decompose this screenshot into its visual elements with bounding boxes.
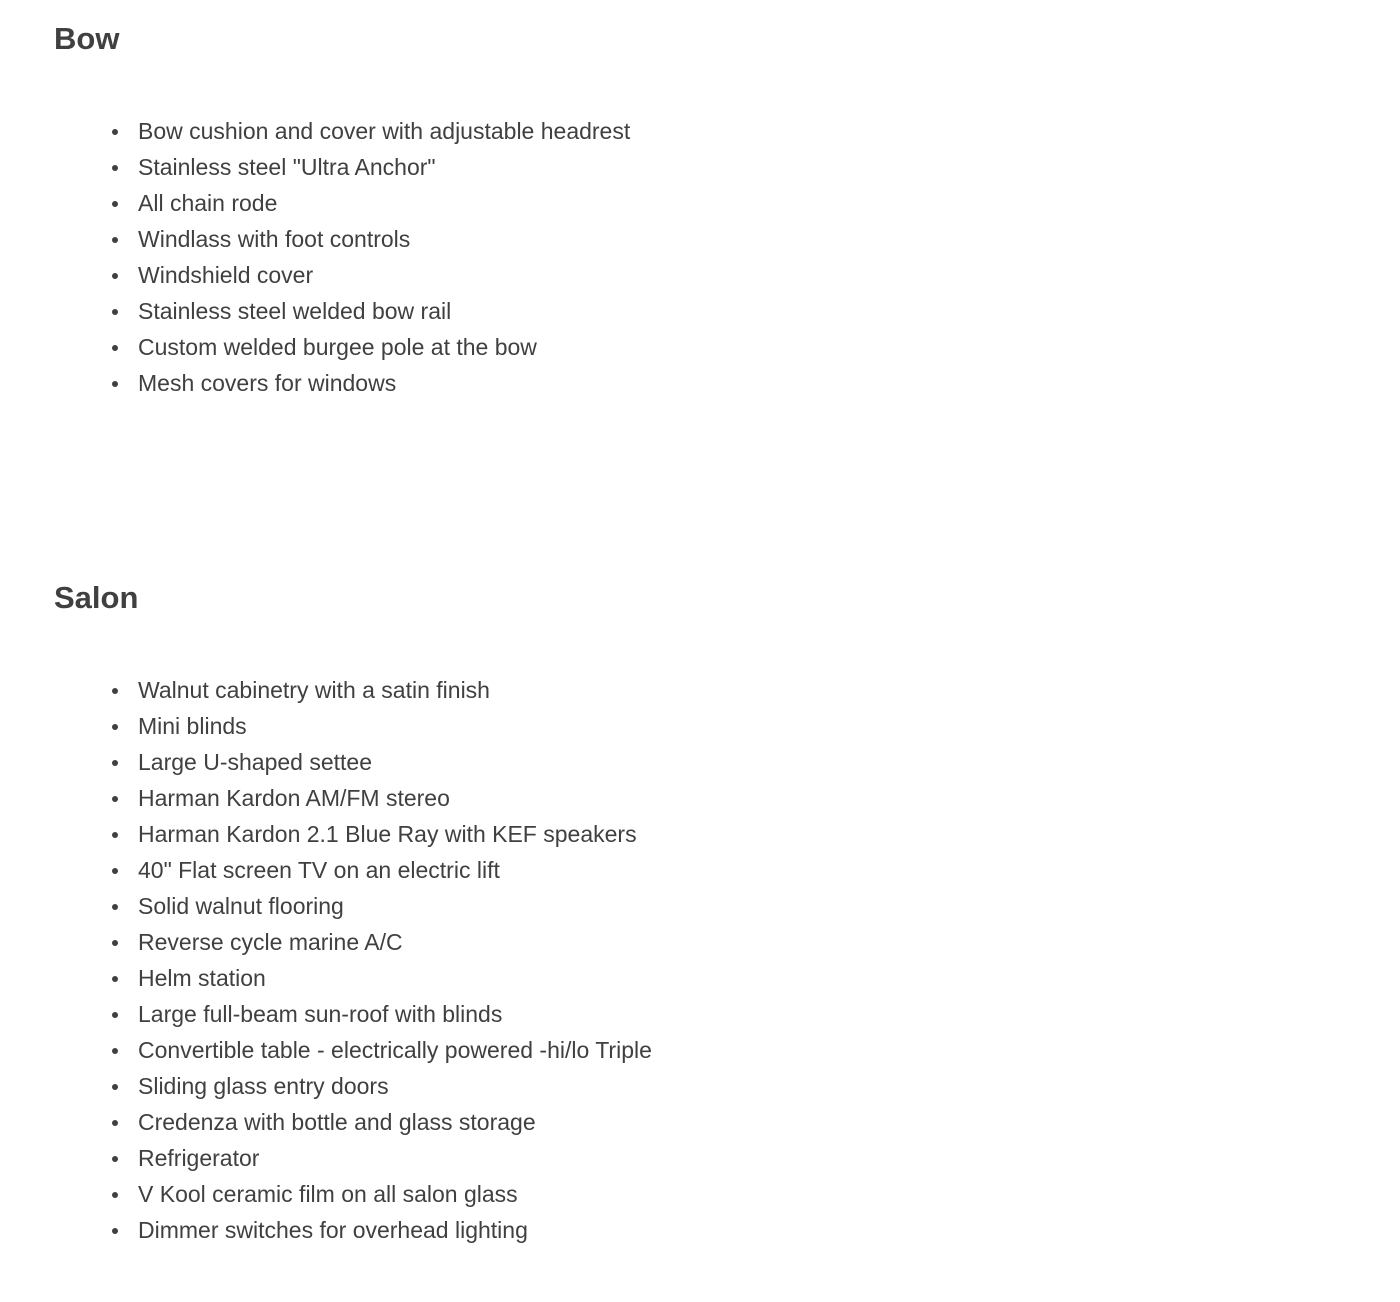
list-item: Sliding glass entry doors — [54, 1068, 652, 1104]
feature-list-bow — [54, 113, 630, 401]
list-item: Windlass with foot controls — [54, 221, 630, 257]
feature-list-salon — [54, 672, 652, 1248]
list-item: Mini blinds — [54, 708, 652, 744]
list-item: V Kool ceramic film on all salon glass — [54, 1176, 652, 1212]
section-heading-salon: Salon — [54, 580, 139, 615]
list-item: Solid walnut flooring — [54, 888, 652, 924]
list-item: Large U-shaped settee — [54, 744, 652, 780]
list-item: Walnut cabinetry with a satin finish — [54, 672, 652, 708]
list-item: Harman Kardon 2.1 Blue Ray with KEF speakers — [54, 816, 652, 852]
list-item: 40" Flat screen TV on an electric lift — [54, 852, 652, 888]
list-item: Large full-beam sun-roof with blinds — [54, 996, 652, 1032]
list-item: Reverse cycle marine A/C — [54, 924, 652, 960]
list-item: Windshield cover — [54, 257, 630, 293]
list-item: Harman Kardon AM/FM stereo — [54, 780, 652, 816]
section-salon — [54, 576, 652, 1248]
list-item: Bow cushion and cover with adjustable headrest — [54, 113, 630, 149]
list-item: Convertible table - electrically powered -hi/lo Triple — [54, 1032, 652, 1068]
list-item: Refrigerator — [54, 1140, 652, 1176]
list-item: Mesh covers for windows — [54, 365, 630, 401]
section-bow — [54, 17, 630, 401]
section-heading-bow: Bow — [54, 21, 120, 56]
list-item: Stainless steel "Ultra Anchor" — [54, 149, 630, 185]
list-item: Credenza with bottle and glass storage — [54, 1104, 652, 1140]
list-item: All chain rode — [54, 185, 630, 221]
list-item: Dimmer switches for overhead lighting — [54, 1212, 652, 1248]
list-item: Custom welded burgee pole at the bow — [54, 329, 630, 365]
list-item: Helm station — [54, 960, 652, 996]
list-item: Stainless steel welded bow rail — [54, 293, 630, 329]
